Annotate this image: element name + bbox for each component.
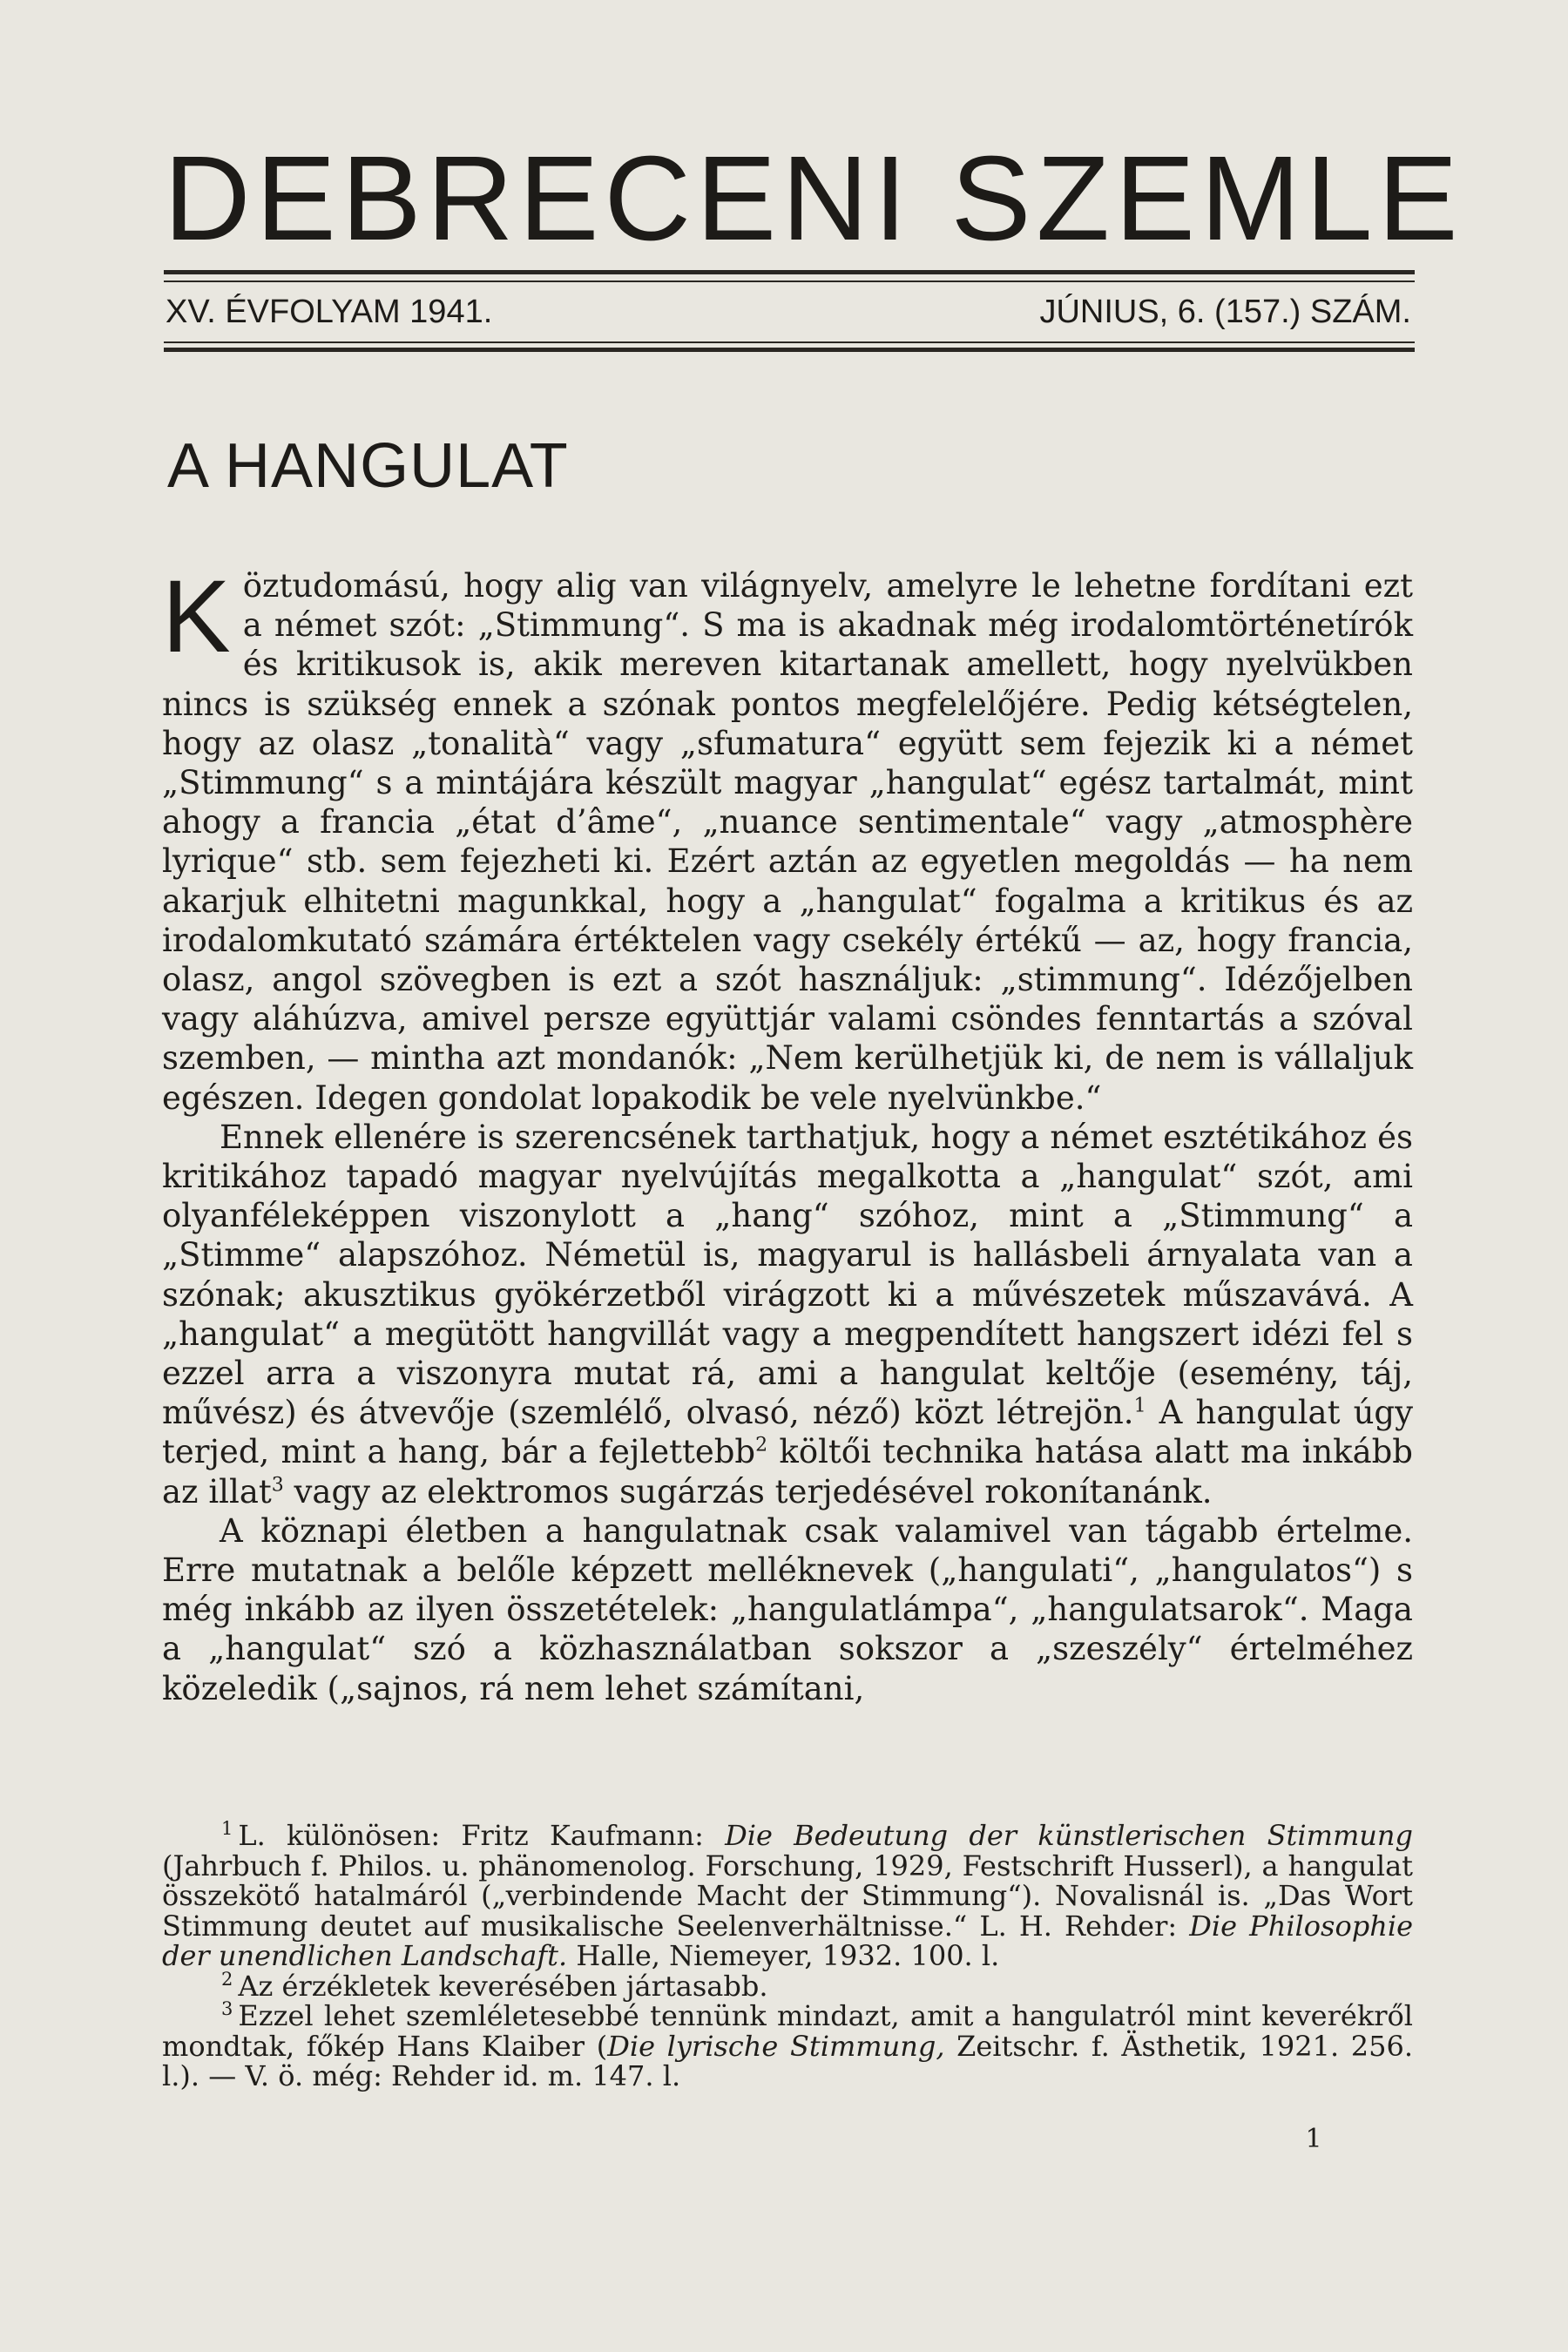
paragraph (162, 1118, 1413, 1511)
footnote-title: Die lyrische Stimmung, (607, 2029, 945, 2063)
footnote-text: (Jahrbuch f. Philos. u. phänomenolog. Forschung, 1929, Festschrift Husserl), a hangulat összekötő hatalmáról („verbindende Macht der Stimmung“). Novalisnál is. „Das Wort Stimmung deutet auf musikalische Seelenverhältnisse.“ L. H. Rehder: (162, 1848, 1413, 1943)
paragraph-text: költői technika hatása alatt ma inkább az illat (162, 1433, 1413, 1511)
footnote-number: 2 (221, 1968, 233, 1990)
drop-cap: K (162, 559, 231, 674)
footnote-number: 1 (221, 1818, 233, 1840)
volume-year: XV. ÉVFOLYAM 1941. (166, 294, 493, 330)
footnote-3 (162, 1998, 1414, 2092)
footnote-text: Ezzel lehet szemléletesebbé tennünk mindazt, amit a hangulatról mint keverékről mondtak, főkép Hans Klaiber ( (162, 1999, 1413, 2063)
article-body (162, 559, 1413, 1708)
masthead-rule-top-thick (164, 270, 1415, 274)
footnote-ref-1[interactable]: 1 (1133, 1395, 1146, 1417)
masthead-rule-bottom-thin (164, 341, 1415, 343)
paragraph-text: öztudomású, hogy alig van világnyelv, amelyre le lehetne fordítani ezt a német szót: „Stimmung“. S ma is akadnak még irodalomtörténetírók és kritikusok is, akik mereven kitartanak amellett, hogy nyelvükben nincs is szükség ennek a szónak pontos megfelelőjére. Pedig kétségtelen, hogy az olasz „tonalità“ vagy „sfumatura“ együtt sem fejezik ki a német „Stimmung“ s a mintájára készült magyar „hangulat“ egész tartalmát, mint ahogy a francia „état d’âme“, „nuance sentimentale“ vagy „atmosphère lyrique“ stb. sem fejezheti ki. Ezért aztán az egyetlen megoldás — ha nem akarjuk elhitetni magunkkal, hogy a „hangulat“ fogalma a kritikus és az irodalomkutató számára értéktelen vagy csekély értékű — az, hogy francia, olasz, angol szövegben is ezt a szót használjuk: „stimmung“. Idézőjelben vagy aláhúzva, amivel persze együttjár valami csöndes fenntartás a szóval szemben, — mintha azt mondanók: „Nem kerülhetjük ki, de nem is vállaljuk egészen. Idegen gondolat lopakodik be vele nyelvünkbe.“ (162, 567, 1413, 1117)
paragraph (162, 559, 1413, 1118)
issue-number: JÚNIUS, 6. (157.) SZÁM. (1039, 294, 1411, 330)
footnote-title: Die Bedeutung der künstlerischen Stimmung (725, 1819, 1414, 1852)
masthead-rule-top-thin (164, 280, 1415, 282)
footnote-1 (162, 1818, 1414, 1972)
article-title: A HANGULAT (167, 431, 569, 501)
footnotes (162, 1818, 1414, 2092)
masthead-rule-bottom-thick (164, 348, 1415, 352)
footnote-number: 3 (221, 1998, 233, 2020)
paragraph-text: vagy az elektromos sugárzás terjedésével rokonítanánk. (283, 1472, 1213, 1511)
paragraph (162, 1511, 1413, 1708)
paragraph-text: A hangulat úgy terjed, mint a hang, bár a fejlettebb (162, 1394, 1413, 1471)
journal-title: DEBRECENI SZEMLE (164, 132, 1463, 266)
footnote-text: Az érzékletek keverésében jártasabb. (238, 1969, 768, 2003)
footnote-2 (162, 1968, 1413, 2003)
paragraph-text: A köznapi életben a hangulatnak csak valamivel van tágabb értelme. Erre mutatnak a belőle képzett melléknevek („hangulati“, „hangulatos“) s még inkább az ilyen összetételek: „hangulatlámpa“, „hangulatsarok“. Maga a „hangulat“ szó a közhasználatban sokszor a „szeszély“ értelméhez közeledik („sajnos, rá nem lehet számítani, (162, 1511, 1413, 1707)
issue-info (164, 286, 1415, 338)
footnote-ref-3[interactable]: 3 (271, 1474, 284, 1497)
page-number: 1 (1305, 2124, 1322, 2154)
paragraph-text: Ennek ellenére is szerencsének tarthatjuk, hogy a német esztétikához és kritikához tapadó magyar nyelvújítás megalkotta a „hangulat“ szót, ami olyanféleképpen viszonylott a „hang“ szóhoz, mint a „Stimmung“ a „Stimme“ alapszóhoz. Németül is, magyarul is hallásbeli árnyalata van a szónak; akusztikus gyökérzetből virágzott ki a művészetek műszavává. A „hangulat“ a megütött hangvillát vagy a megpendített hangszert idézi fel s ezzel arra a viszonyra mutat rá, ami a hangulat keltője (esemény, táj, művész) és átvevője (szemlélő, olvasó, néző) közt létrejön. (162, 1118, 1413, 1432)
footnote-text: L. különösen: Fritz Kaufmann: (238, 1819, 726, 1852)
footnote-title: Die Philosophie der unendlichen Landschaft. (162, 1909, 1414, 1972)
footnote-ref-2[interactable]: 2 (755, 1435, 768, 1457)
footnote-text: Zeitschr. f. Ästhetik, 1921. 256. l.). — V. ö. még: Rehder id. m. 147. l. (162, 2029, 1414, 2092)
footnote-text: Halle, Niemeyer, 1932. 100. l. (567, 1939, 1000, 1972)
